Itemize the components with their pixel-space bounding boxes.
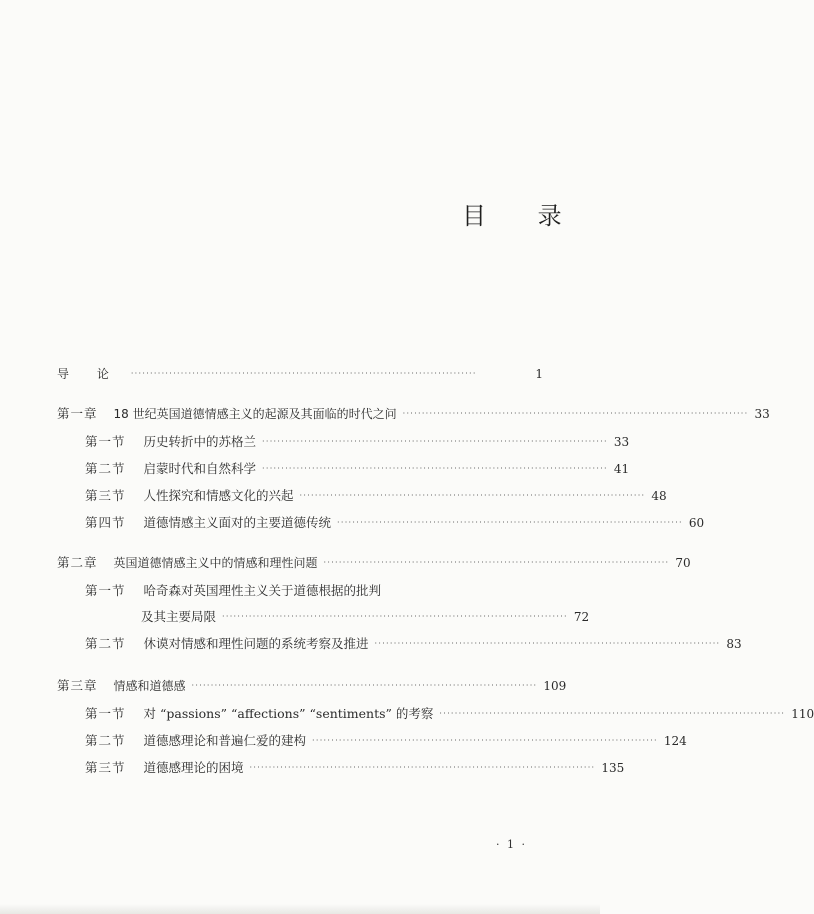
- chapter-title: 英国道德情感主义中的情感和理性问题: [113, 556, 318, 570]
- toc-section-3-1[interactable]: [85, 704, 814, 724]
- page-number: 135: [601, 761, 625, 775]
- section-title: 历史转折中的苏格兰: [143, 434, 257, 449]
- page-number: 1: [535, 367, 543, 381]
- page-number: 60: [688, 516, 705, 530]
- section-title: 道德感理论和普遍仁爱的建构: [143, 733, 307, 748]
- section-title: 道德情感主义面对的主要道德传统: [143, 515, 332, 530]
- leader-dots: ··························································································: [299, 491, 646, 500]
- toc-entry-intro[interactable]: [57, 364, 543, 384]
- page-number: 48: [651, 489, 667, 503]
- leader-dots: ··························································································: [439, 709, 786, 718]
- page-number: 124: [663, 734, 687, 748]
- toc-section-1-1[interactable]: [85, 432, 630, 452]
- chapter-number: 第三章: [57, 678, 98, 693]
- leader-dots: ··························································································: [130, 369, 477, 378]
- page-number: 41: [613, 462, 630, 476]
- section-number: 第四节: [85, 515, 126, 530]
- page-footer-number: · 1 ·: [496, 838, 527, 851]
- section-title: 哈奇森对英国理性主义关于道德根据的批判: [143, 583, 382, 598]
- page-number: 33: [754, 407, 770, 421]
- section-number: 第三节: [85, 488, 126, 503]
- section-title: 启蒙时代和自然科学: [143, 461, 257, 476]
- toc-section-3-3[interactable]: [85, 758, 625, 778]
- section-number: 第一节: [85, 434, 126, 449]
- toc-section-1-4[interactable]: [85, 513, 705, 533]
- chapter-number: 第二章: [57, 555, 98, 570]
- section-title: 休谟对情感和理性问题的系统考察及推进: [143, 636, 369, 651]
- toc-section-3-2[interactable]: [85, 731, 687, 751]
- chapter-title: 情感和道德感: [113, 679, 186, 693]
- intro-label: 导 论: [57, 367, 121, 381]
- page-number: 70: [675, 556, 691, 570]
- toc-section-2-1[interactable]: [85, 581, 543, 601]
- leader-dots: ··························································································: [402, 409, 749, 418]
- section-title: 人性探究和情感文化的兴起: [143, 488, 294, 503]
- toc-chapter-1[interactable]: [57, 404, 770, 424]
- leader-dots: ··························································································: [191, 681, 538, 690]
- toc-section-1-3[interactable]: [85, 486, 667, 506]
- toc-section-2-1-cont[interactable]: [141, 607, 590, 627]
- leader-dots: ··························································································: [323, 558, 670, 567]
- page-number: 83: [726, 637, 742, 651]
- section-number: 第二节: [85, 461, 126, 476]
- leader-dots: ··························································································: [249, 763, 596, 772]
- section-number: 第二节: [85, 733, 126, 748]
- leader-dots: ··························································································: [312, 736, 658, 745]
- leader-dots: ··························································································: [262, 437, 608, 446]
- section-number: 第三节: [85, 760, 126, 775]
- chapter-number: 第一章: [57, 406, 98, 421]
- section-title: 对 “passions” “affections” “sentiments” 的考察: [143, 706, 434, 721]
- section-title: 道德感理论的困境: [143, 760, 244, 775]
- section-title-continued: 及其主要局限: [141, 609, 217, 624]
- leader-dots: ··························································································: [222, 612, 568, 621]
- leader-dots: ··························································································: [337, 518, 683, 527]
- page-number: 33: [613, 435, 630, 449]
- leader-dots: ··························································································: [374, 639, 721, 648]
- section-number: 第二节: [85, 636, 126, 651]
- section-number: 第一节: [85, 706, 126, 721]
- page-number: 72: [573, 610, 590, 624]
- page-number: 110: [791, 707, 814, 721]
- chapter-title: 18 世纪英国道德情感主义的起源及其面临的时代之问: [113, 407, 397, 421]
- toc-chapter-3[interactable]: [57, 676, 567, 696]
- leader-dots: ··························································································: [262, 464, 608, 473]
- section-number: 第一节: [85, 583, 126, 598]
- scan-edge-shadow: [0, 904, 600, 914]
- toc-section-2-2[interactable]: [85, 634, 742, 654]
- page-number: 109: [543, 679, 567, 693]
- toc-section-1-2[interactable]: [85, 459, 630, 479]
- page-title: 目 录: [462, 202, 584, 230]
- toc-chapter-2[interactable]: [57, 553, 691, 573]
